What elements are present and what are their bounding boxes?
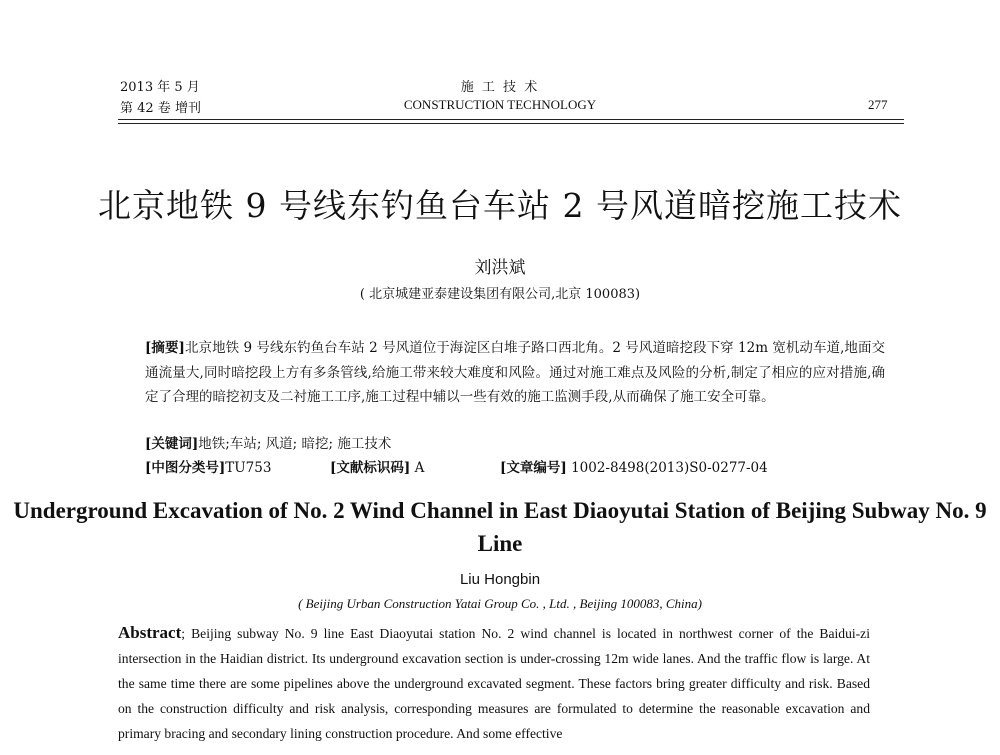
issue-volume: 第 42 卷 增刊 bbox=[120, 101, 201, 116]
article-no-label: [文章编号] bbox=[500, 460, 567, 476]
journal-name-en: CONSTRUCTION TECHNOLOGY bbox=[403, 97, 597, 112]
abstract-en bbox=[118, 620, 870, 746]
header-rule bbox=[118, 119, 904, 120]
english-author: Liu Hongbin bbox=[459, 571, 541, 588]
abstract-en-text: ; Beijing subway No. 9 line East Diaoyutai station No. 2 wind channel is located in northwest corner of the Baidui-zi intersection in the Haidian district. Its underground excavation section is under-crossing 12m wide lanes. And the traffic flow is large. At the same time there are some pipelines above the underground excavated segment. These factors bring greater difficulty and risk. Based on the construction difficulty and risk analysis, corresponding measures are formulated to determine the reasonable excavation and primary bracing and secondary lining construction procedure. And some effective bbox=[118, 626, 870, 741]
keywords bbox=[145, 432, 885, 457]
doc-code-value: A bbox=[414, 460, 425, 476]
abstract-cn-label: [摘要] bbox=[145, 340, 185, 356]
classification-line bbox=[145, 456, 885, 481]
classification-label: [中图分类号] bbox=[145, 460, 226, 476]
english-affiliation: ( Beijing Urban Construction Yatai Group Co. , Ltd. , Beijing 100083, China) bbox=[298, 596, 702, 611]
doc-code-label: [文献标识码] bbox=[330, 460, 411, 476]
issue-date: 2013 年 5 月 bbox=[120, 80, 200, 95]
keywords-text: 地铁;车站; 风道; 暗挖; 施工技术 bbox=[198, 436, 392, 452]
author: 刘洪斌 bbox=[474, 258, 526, 278]
article-no-value: 1002-8498(2013)S0-0277-04 bbox=[571, 460, 768, 476]
journal-name-cn: 施 工 技 术 bbox=[460, 80, 540, 95]
abstract-en-label: Abstract bbox=[118, 623, 182, 642]
classification-value: TU753 bbox=[225, 460, 272, 476]
keywords-label: [关键词] bbox=[145, 436, 199, 452]
affiliation: ( 北京城建亚泰建设集团有限公司,北京 100083) bbox=[359, 287, 641, 302]
english-title: Underground Excavation of No. 2 Wind Channel in East Diaoyutai Station of Beijing Subway No. 9 Line bbox=[13, 498, 987, 556]
header-rule-thin bbox=[118, 123, 904, 124]
abstract-cn-text: 北京地铁 9 号线东钓鱼台车站 2 号风道位于海淀区白堆子路口西北角。2 号风道暗挖段下穿 12m 宽机动车道,地面交通流量大,同时暗挖段上方有多条管线,给施工带来较大难度和风险。通过对施工难点及风险的分析,制定了相应的应对措施,确定了合理的暗挖初支及二衬施工工序,施工过程中辅以一些有效的施工监测手段,从而确保了施工安全可靠。 bbox=[145, 340, 885, 405]
page-number: 277 bbox=[868, 97, 888, 112]
paper-title: 北京地铁 9 号线东钓鱼台车站 2 号风道暗挖施工技术 bbox=[98, 186, 902, 225]
abstract-cn bbox=[145, 336, 885, 410]
